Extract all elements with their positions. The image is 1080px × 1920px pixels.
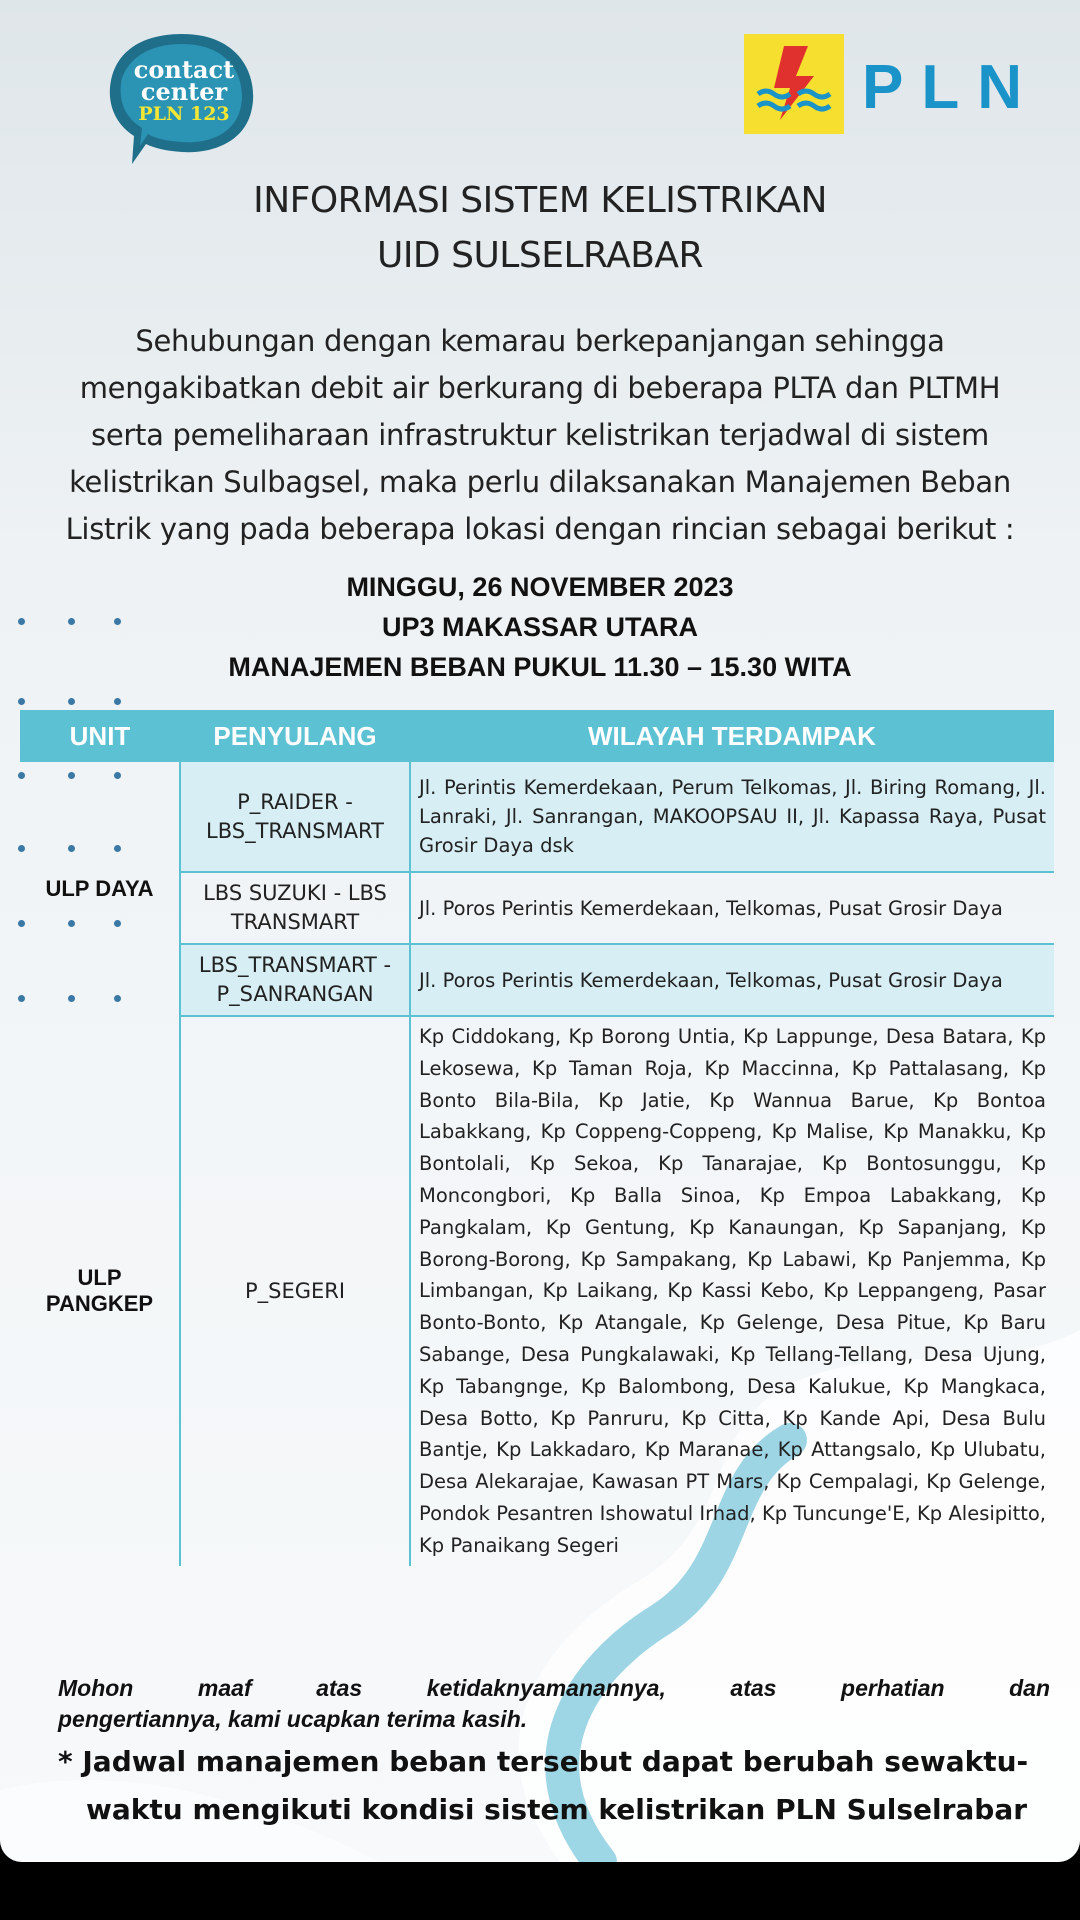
area-cell: Jl. Poros Perintis Kemerdekaan, Telkomas, Pusat Grosir Daya [410,872,1054,944]
contact-center-logo-text: PLN 123 [138,103,230,125]
column-header-area: WILAYAH TERDAMPAK [410,710,1054,762]
column-header-feeder: PENYULANG [180,710,410,762]
contact-center-logo-text: center [140,77,228,106]
closing-line-2: pengertiannya, kami ucapkan terima kasih. [58,1706,528,1732]
schedule-unit: UP3 MAKASSAR UTARA [381,612,698,642]
closing-line-1: Mohon maaf atas ketidaknyamanannya, atas perhatian dan [58,1675,1050,1701]
area-cell: Kp Ciddokang, Kp Borong Untia, Kp Lappunge, Desa Batara, Kp Lekosewa, Kp Taman Roja, Kp Maccinna, Kp Pattalasang, Kp Bonto Bila-Bila, Kp Jatie, Kp Wannua Barue, Kp Bontoa Labakkang, Kp Coppeng-Coppeng, Kp Malise, Kp Manakku, Kp Bontolali, Kp Sekoa, Kp Tanarajae, Kp Bontosunggu, Kp Moncongbori, Kp Balla Sinoa, Kp Empoa Labakkang, Kp Pangkalam, Kp Gentung, Kp Kanaungan, Kp Sapanjang, Kp Borong-Borong, Kp Sampakang, Kp Labawi, Kp Panjemma, Kp Limbangan, Kp Laikang, Kp Kassi Kebo, Kp Leppangeng, Pasar Bonto-Bonto, Kp Atangale, Kp Gelenge, Desa Pitue, Kp Baru Sabange, Desa Pungkalawaki, Kp Tellang-Tellang, Desa Ujung, Kp Tabangnge, Kp Balombong, Desa Kalukue, Kp Mangkaca, Desa Botto, Kp Panruru, Kp Citta, Kp Kande Api, Desa Bulu Bantje, Kp Lakkadaro, Kp Maranae, Kp Attangsalo, Kp Ulubatu, Desa Alekarajae, Kawasan PT Mars, Kp Cempalagi, Kp Gelenge, Pondok Pesantren Ishowatul Irhad, Kp Tuncunge'E, Kp Alesipitto, Kp Panaikang Segeri [419,1025,1046,1557]
contact-center-logo-text: contact [133,55,235,84]
column-header-unit: UNIT [20,710,180,762]
contact-center-logo [102,28,262,168]
pln-lightning-icon [744,34,844,134]
unit-cell: ULP DAYA [45,876,154,901]
area-cell: Jl. Poros Perintis Kemerdekaan, Telkomas, Pusat Grosir Daya [410,944,1054,1016]
feeder-cell: LBS_TRANSMART - P_SANRANGAN [180,944,410,1016]
area-cell: Jl. Perintis Kemerdekaan, Perum Telkomas, Jl. Biring Romang, Jl. Lanraki, Jl. Sanrangan, MAKOOPSAU II, Jl. Kapassa Raya, Pusat Grosir Daya dsk [410,762,1054,872]
note-line-1: * Jadwal manajemen beban tersebut dapat berubah sewaktu- [58,1745,1029,1778]
feeder-cell: LBS SUZUKI - LBS TRANSMART [180,872,410,944]
schedule-time: MANAJEMEN BEBAN PUKUL 11.30 – 15.30 WITA [228,652,852,682]
schedule-table [20,710,1054,1566]
unit-cell: ULP PANGKEP [45,1264,154,1316]
page-title-line-1: INFORMASI SISTEM KELISTRIKAN [253,180,827,221]
table-header-row [20,710,1054,762]
feeder-cell: P_SEGERI [180,1016,410,1566]
pln-logo-text: PLN [862,53,1040,122]
note-line-2: waktu mengikuti kondisi sistem kelistrikan PLN Sulselrabar [86,1793,1028,1826]
pln-logo [744,34,1040,134]
schedule-change-note [58,1738,1058,1834]
feeder-cell: P_RAIDER - LBS_TRANSMART [180,762,410,872]
page-title-line-2: UID SULSELRABAR [376,235,704,276]
intro-paragraph: Sehubungan dengan kemarau berkepanjangan sehingga mengakibatkan debit air berkurang di beberapa PLTA dan PLTMH serta pemeliharaan infrastruktur kelistrikan terjadwal di sistem kelistrikan Sulbagsel, maka perlu dilaksanakan Manajemen Beban Listrik yang pada beberapa lokasi dengan rincian sebagai berikut : [65,324,1015,546]
schedule-date: MINGGU, 26 NOVEMBER 2023 [346,572,734,602]
table-row [20,1016,1054,1566]
table-row [20,762,1054,872]
